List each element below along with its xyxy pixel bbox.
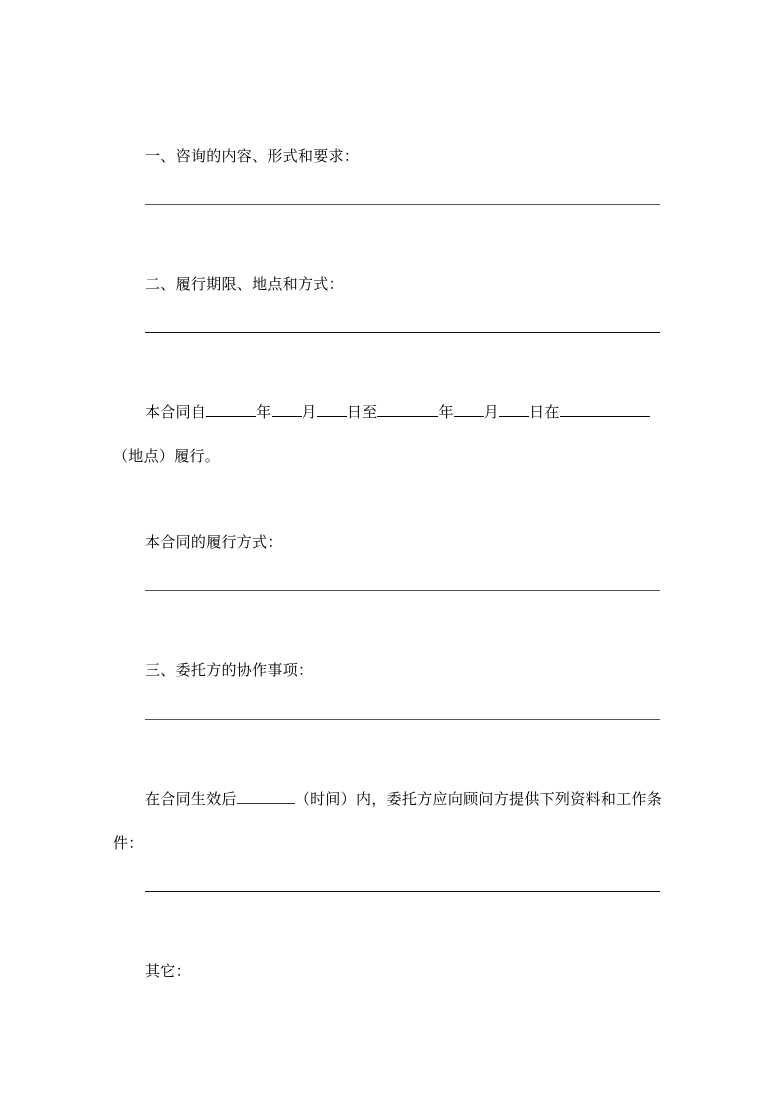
start-day-blank[interactable] bbox=[317, 402, 347, 417]
provide-line-2: 件： bbox=[113, 834, 144, 852]
month-label-2: 月 bbox=[483, 403, 500, 421]
day-at-label: 日在 bbox=[529, 403, 560, 421]
start-year-blank[interactable] bbox=[206, 402, 256, 417]
time-blank[interactable] bbox=[237, 789, 295, 804]
section-1-heading: 一、咨询的内容、形式和要求： bbox=[145, 147, 360, 165]
section-3-heading: 三、委托方的协作事项： bbox=[145, 661, 314, 679]
year-label-2: 年 bbox=[438, 403, 454, 421]
provide-sentence bbox=[145, 789, 662, 809]
year-label-1: 年 bbox=[256, 403, 272, 421]
provide-prefix: 在合同生效后 bbox=[145, 790, 237, 808]
section-2-heading: 二、履行期限、地点和方式： bbox=[145, 275, 344, 293]
start-month-blank[interactable] bbox=[272, 402, 302, 417]
location-blank[interactable] bbox=[560, 402, 650, 417]
end-month-blank[interactable] bbox=[454, 402, 484, 417]
provide-suffix: （时间）内，委托方应向顾问方提供下列资料和工作条 bbox=[294, 790, 663, 808]
fill-line-materials[interactable] bbox=[145, 891, 660, 892]
day-to-label: 日至 bbox=[346, 403, 378, 421]
fill-line-cooperation[interactable] bbox=[145, 719, 660, 720]
method-label: 本合同的履行方式： bbox=[145, 533, 283, 551]
fill-line-consult-content[interactable] bbox=[145, 204, 660, 205]
fill-line-term-place-method[interactable] bbox=[145, 332, 660, 333]
fill-line-method[interactable] bbox=[145, 590, 660, 591]
end-year-blank[interactable] bbox=[377, 402, 438, 417]
month-label-1: 月 bbox=[301, 403, 317, 421]
end-day-blank[interactable] bbox=[499, 402, 529, 417]
other-label: 其它： bbox=[145, 962, 191, 980]
location-line: （地点）履行。 bbox=[113, 447, 221, 465]
term-prefix: 本合同自 bbox=[145, 403, 207, 421]
term-sentence bbox=[145, 402, 650, 422]
